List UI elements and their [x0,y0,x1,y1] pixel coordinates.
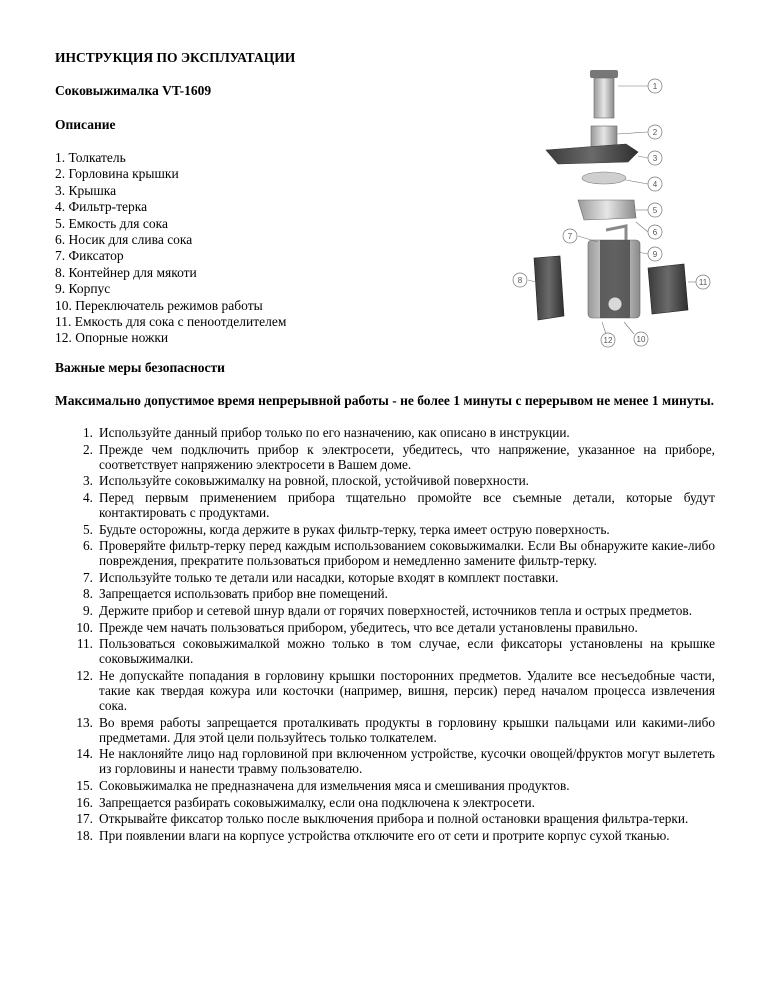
list-item: 7. Фиксатор [55,248,124,264]
callout-10 [634,332,648,346]
svg-text:9: 9 [652,250,658,259]
body-part [588,240,640,318]
safety-rules-list [55,425,715,844]
runtime-warning: Максимально допустимое время непрерывной работы - не более 1 минуты с перерывом не менее 1 минуты. [55,393,715,408]
list-item: 2. Горловина крышки [55,166,179,182]
list-item: 1. Используйте данный прибор только по его назначению, как описано в инструкции. [83,425,570,440]
list-item: 5. Будьте осторожны, когда держите в руках фильтр-терку, терка имеет острую поверхность. [83,521,610,537]
list-item: 16. Запрещается разбирать соковыжималку, если она подключена к электросети. [76,794,535,810]
svg-text:6: 6 [652,228,658,237]
list-item: 9. Корпус [55,281,111,297]
svg-text:2: 2 [652,128,658,137]
juicer-diagram [498,64,723,354]
list-item: 15. Соковыжималка не предназначена для измельчения мяса и смешивания продуктов. [76,778,570,794]
svg-text:8: 8 [517,276,523,285]
svg-text:1: 1 [652,82,658,91]
list-item: 8. Запрещается использовать прибор вне помещений. [83,586,388,602]
svg-text:7: 7 [567,232,573,241]
list-item: 14. Не наклоняйте лицо над горловиной при включенном устройстве, кусочки овощей/фруктов могут вылететь из горловины и нанести травму пользователю. [76,746,715,777]
callout-11 [696,275,710,289]
list-item: 10. Прежде чем начать пользоваться прибором, убедитесь, что все детали установлены правильно. [76,619,638,635]
list-item: 6. Носик для слива сока [55,232,193,248]
pulp-container-part [534,256,564,320]
svg-text:12: 12 [603,336,613,345]
list-item: 12. Опорные ножки [55,330,169,346]
pusher-part [590,70,618,118]
list-item: 7. Используйте только те детали или насадки, которые входят в комплект поставки. [83,569,559,585]
svg-text:4: 4 [652,180,658,189]
list-item: 6. Проверяйте фильтр-терку перед каждым использованием соковыжималки. Если Вы обнаружите какие-либо повреждения, прекратите пользоваться прибором и немедленно замените фильтр-терку. [83,538,715,569]
svg-text:10: 10 [636,335,646,344]
model-name: Соковыжималка VT-1609 [55,83,212,98]
list-item: 3. Используйте соковыжималку на ровной, плоской, устойчивой поверхности. [83,473,530,489]
callout-7 [563,229,577,243]
list-item: 9. Держите прибор и сетевой шнур вдали от горячих поверхностей, источников тепла и острых предметов. [83,603,693,619]
list-item: 10. Переключатель режимов работы [55,297,263,313]
list-item: 2. Прежде чем подключить прибор к электросети, убедитесь, что напряжение, указанное на приборе, соответствует напряжению электросети в Вашем доме. [83,441,715,472]
list-item: 11. Пользоваться соковыжималкой можно только в том случае, если фиксаторы установлены на крышке соковыжималки. [76,636,715,667]
parts-list [55,150,286,347]
juice-jug-part [648,264,688,314]
callout-4 [648,177,662,191]
list-item: 4. Фильтр-терка [55,199,148,215]
list-item: 4. Перед первым применением прибора тщательно промойте все съемные детали, которые будут контактировать с продуктами. [83,489,715,520]
list-item: 17. Открывайте фиксатор только после выключения прибора и полной остановки вращения фильтра-терки. [76,811,689,827]
document-title: ИНСТРУКЦИЯ ПО ЭКСПЛУАТАЦИИ [55,50,296,65]
svg-text:3: 3 [652,154,658,163]
list-item: 3. Крышка [55,182,117,198]
list-item: 11. Емкость для сока с пеноотделителем [55,314,287,330]
list-item: 1. Толкатель [55,150,126,165]
clamp-part [606,226,626,240]
lid-part [546,144,638,164]
callout-6 [648,225,662,239]
callout-1 [648,79,662,93]
svg-text:5: 5 [652,206,658,215]
callout-9 [648,247,662,261]
list-item: 5. Емкость для сока [55,215,168,231]
juice-bowl-part [578,200,636,220]
callout-12 [601,333,615,347]
callout-8 [513,273,527,287]
list-item: 12. Не допускайте попадания в горловину крышки посторонних предметов. Удалите все несъедобные части, такие как твердая кожура или косточки (например, вишня, персик) перед началом процесса извлечения сока. [76,667,715,714]
list-item: 13. Во время работы запрещается проталкивать продукты в горловину крышки пальцами или какими-либо предметами. Для этой цели пользуйтесь только толкателем. [76,714,715,745]
callout-3 [648,151,662,165]
list-item: 18. При появлении влаги на корпусе устройства отключите его от сети и протрите корпус сухой тканью. [76,827,670,843]
description-heading: Описание [55,117,116,132]
callout-2 [648,125,662,139]
callout-5 [648,203,662,217]
safety-heading: Важные меры безопасности [55,360,225,375]
list-item: 8. Контейнер для мякоти [55,264,197,280]
svg-text:11: 11 [698,278,708,287]
filter-part [582,172,626,184]
